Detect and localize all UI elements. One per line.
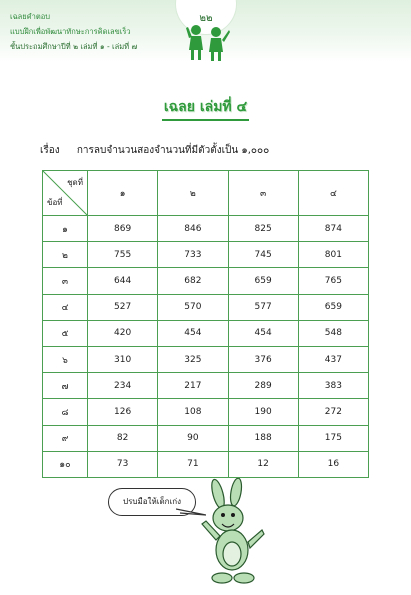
header-line-workbook-title: แบบฝึกเพื่อพัฒนาทักษะการคิดเลขเร็ว: [10, 27, 131, 36]
subject-label: เรื่อง: [40, 145, 60, 156]
corner-label-set: ชุดที่: [67, 178, 83, 187]
table-row: [43, 451, 369, 477]
table-row: [43, 268, 369, 294]
answer-cell: 659: [298, 294, 368, 320]
answer-cell: 82: [88, 425, 158, 451]
answer-title-text: เฉลย เล่มที่ ๔: [162, 96, 249, 121]
item-number-cell: ๘: [43, 399, 88, 425]
answer-cell: 644: [88, 268, 158, 294]
set-header-cell: ๒: [158, 171, 228, 216]
answer-cell: 16: [298, 451, 368, 477]
answer-cell: 454: [158, 320, 228, 346]
answer-cell: 745: [228, 242, 298, 268]
answer-cell: 126: [88, 399, 158, 425]
item-number-cell: ๓: [43, 268, 88, 294]
answer-cell: 272: [298, 399, 368, 425]
answer-cell: 71: [158, 451, 228, 477]
answer-cell: 765: [298, 268, 368, 294]
corner-header-cell: [43, 171, 88, 216]
answer-cell: 570: [158, 294, 228, 320]
answer-cell: 659: [228, 268, 298, 294]
set-header-cell: ๔: [298, 171, 368, 216]
item-number-cell: ๑: [43, 216, 88, 242]
answer-cell: 217: [158, 373, 228, 399]
answer-table-header-row: [43, 171, 369, 216]
table-row: [43, 399, 369, 425]
header-line-grade-volumes: ชั้นประถมศึกษาปีที่ ๒ เล่มที่ ๑ - เล่มที่ ๗: [10, 42, 138, 51]
answer-cell: 188: [228, 425, 298, 451]
answer-cell: 846: [158, 216, 228, 242]
answer-cell: 73: [88, 451, 158, 477]
page-number: ๒๒: [199, 13, 213, 24]
answer-cell: 825: [228, 216, 298, 242]
answer-title: [0, 96, 411, 121]
rabbit-mascot-illustration: [196, 478, 268, 588]
table-row: [43, 216, 369, 242]
table-row: [43, 294, 369, 320]
answer-cell: 190: [228, 399, 298, 425]
answer-cell: 577: [228, 294, 298, 320]
answer-cell: 682: [158, 268, 228, 294]
table-row: [43, 373, 369, 399]
answer-cell: 383: [298, 373, 368, 399]
set-header-cell: ๑: [88, 171, 158, 216]
item-number-cell: ๗: [43, 373, 88, 399]
children-illustration: [186, 22, 230, 62]
item-number-cell: ๕: [43, 320, 88, 346]
table-row: [43, 425, 369, 451]
answer-table: [42, 170, 369, 478]
answer-cell: 325: [158, 346, 228, 372]
header-line-answer-key: เฉลยคำตอบ: [10, 12, 51, 21]
item-number-cell: ๙: [43, 425, 88, 451]
answer-cell: 289: [228, 373, 298, 399]
answer-cell: 90: [158, 425, 228, 451]
subject-text: การลบจำนวนสองจำนวนที่มีตัวตั้งเป็น ๑,๐๐๐: [76, 145, 270, 156]
answer-cell: 755: [88, 242, 158, 268]
corner-label-item: ข้อที่: [47, 198, 63, 207]
answer-cell: 420: [88, 320, 158, 346]
set-header-cell: ๓: [228, 171, 298, 216]
item-number-cell: ๔: [43, 294, 88, 320]
item-number-cell: ๖: [43, 346, 88, 372]
answer-cell: 801: [298, 242, 368, 268]
answer-cell: 437: [298, 346, 368, 372]
answer-cell: 12: [228, 451, 298, 477]
table-row: [43, 320, 369, 346]
answer-cell: 310: [88, 346, 158, 372]
subject-line: [40, 143, 269, 158]
answer-cell: 874: [298, 216, 368, 242]
answer-cell: 869: [88, 216, 158, 242]
answer-cell: 234: [88, 373, 158, 399]
answer-cell: 527: [88, 294, 158, 320]
item-number-cell: ๑๐: [43, 451, 88, 477]
speech-bubble-text: ปรบมือให้เด็กเก่ง: [123, 497, 181, 506]
answer-cell: 175: [298, 425, 368, 451]
table-row: [43, 242, 369, 268]
answer-cell: 376: [228, 346, 298, 372]
answer-cell: 548: [298, 320, 368, 346]
table-row: [43, 346, 369, 372]
answer-cell: 733: [158, 242, 228, 268]
answer-cell: 454: [228, 320, 298, 346]
item-number-cell: ๒: [43, 242, 88, 268]
answer-cell: 108: [158, 399, 228, 425]
